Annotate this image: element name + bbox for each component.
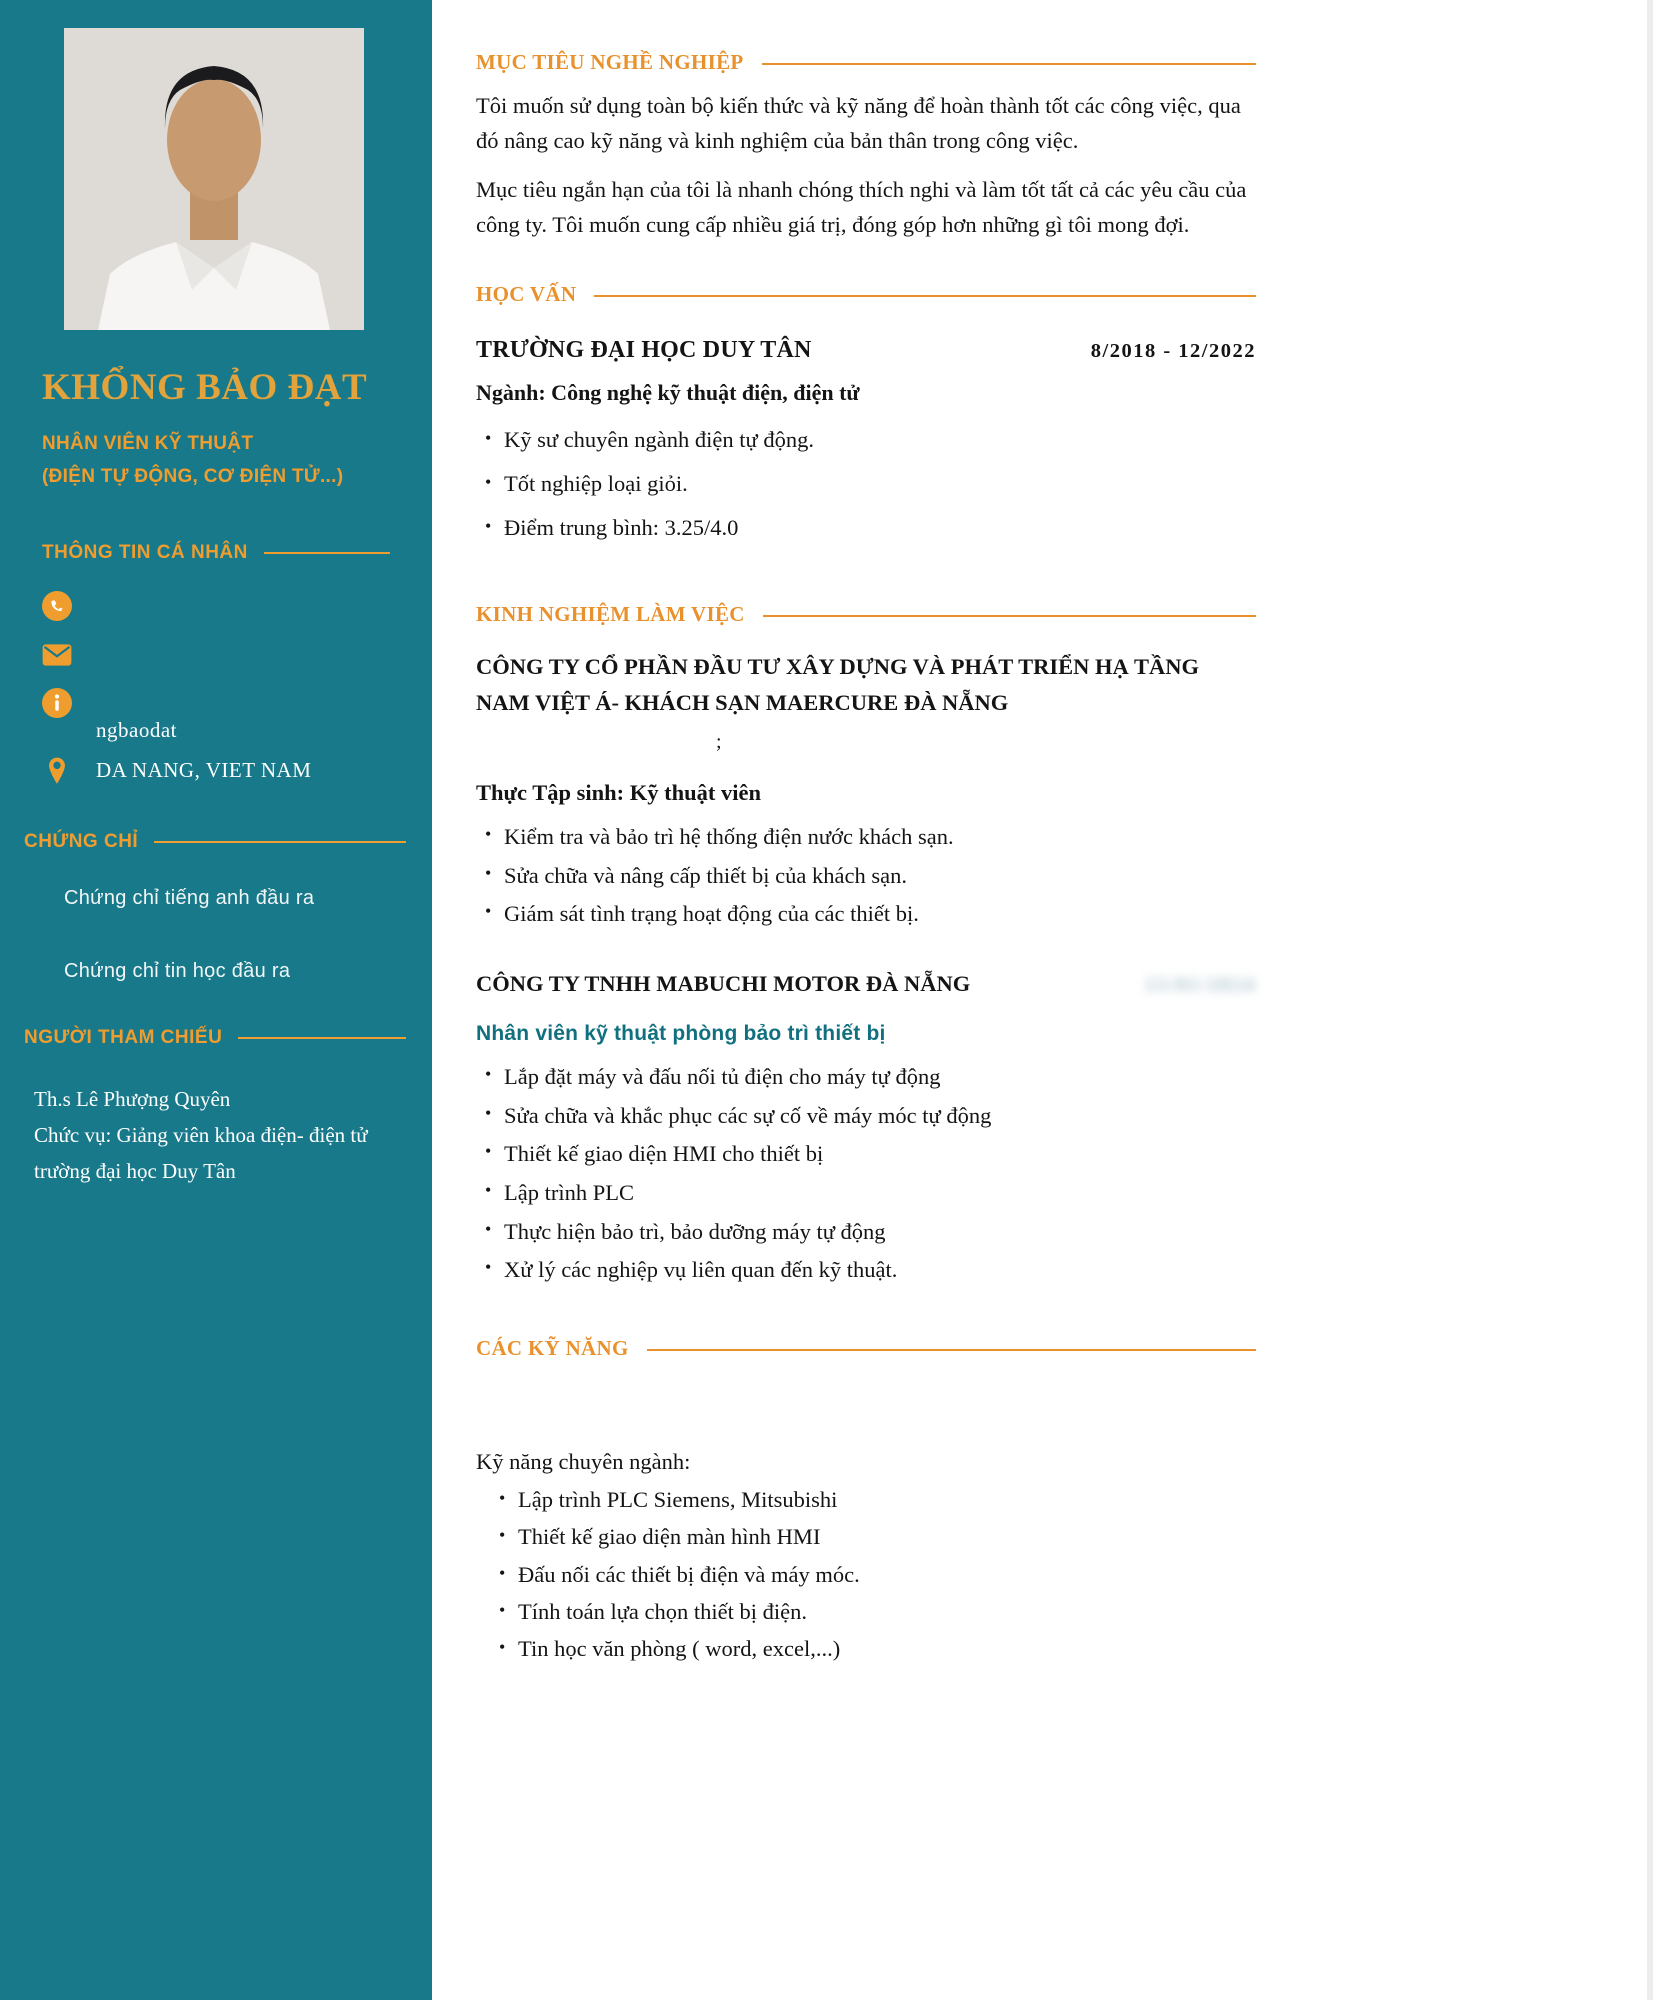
job-role: Nhân viên kỹ thuật phòng bảo trì thiết bị <box>476 1021 886 1045</box>
reference-block <box>34 1081 410 1189</box>
skills-bullet-list <box>476 1481 1256 1668</box>
list-item: • Giám sát tình trạng hoạt động của các thiết bị. <box>476 895 1256 934</box>
info-value: ngbaodat <box>96 717 177 742</box>
heading-rule <box>762 63 1256 65</box>
objective-paragraph: Mục tiêu ngắn hạn của tôi là nhanh chóng thích nghi và làm tốt tất cả các yêu cầu của công ty. Tôi muốn cung cấp nhiều giá trị, đóng góp hơn những gì tôi mong đợi. <box>476 176 1247 237</box>
list-item: • Đấu nối các thiết bị điện và máy móc. <box>490 1556 1256 1593</box>
list-item: • Lập trình PLC <box>476 1174 1256 1213</box>
job-title-line2: (ĐIỆN TỰ ĐỘNG, CƠ ĐIỆN TỬ...) <box>42 466 344 488</box>
objective-heading <box>476 50 1256 75</box>
personal-info-heading <box>42 542 390 564</box>
references-heading-label: NGƯỜI THAM CHIẾU <box>24 1026 223 1048</box>
heading-rule <box>264 552 390 554</box>
reference-name: Th.s Lê Phượng Quyên <box>34 1086 231 1111</box>
section-experience <box>476 602 1256 1290</box>
sidebar <box>0 0 432 2000</box>
job-role: Thực Tập sinh: Kỹ thuật viên <box>476 779 762 805</box>
list-item: • Lập trình PLC Siemens, Mitsubishi <box>490 1481 1256 1518</box>
job-bullet-list <box>476 818 1256 934</box>
list-item: • Xử lý các nghiệp vụ liên quan đến kỹ thuật. <box>476 1251 1256 1290</box>
section-objective <box>476 50 1256 242</box>
education-heading-label: HỌC VẤN <box>476 282 577 307</box>
info-icon <box>42 688 72 718</box>
list-item: • Tin học văn phòng ( word, excel,...) <box>490 1630 1256 1667</box>
education-heading <box>476 282 1256 307</box>
list-item: • Điểm trung bình: 3.25/4.0 <box>476 506 1256 550</box>
job-title-line1: NHÂN VIÊN KỸ THUẬT <box>42 433 254 454</box>
list-item: • Thiết kế giao diện màn hình HMI <box>490 1518 1256 1555</box>
list-item: • Tốt nghiệp loại giỏi. <box>476 462 1256 506</box>
education-dates: 8/2018 - 12/2022 <box>1090 340 1256 363</box>
education-row <box>476 337 1256 364</box>
experience-heading-label: KINH NGHIỆM LÀM VIỆC <box>476 601 745 626</box>
main-content <box>476 0 1256 1668</box>
list-item: • Sửa chữa và khắc phục các sự cố về máy móc tự động <box>476 1097 1256 1136</box>
job-date-note: ; <box>716 730 722 753</box>
reference-role-line2: trường đại học Duy Tân <box>34 1158 236 1183</box>
list-item: • Kiểm tra và bảo trì hệ thống điện nước khách sạn. <box>476 818 1256 857</box>
contact-row-phone <box>42 590 432 622</box>
job-title <box>42 427 408 494</box>
company-row <box>476 966 1256 1002</box>
school-name: TRƯỜNG ĐẠI HỌC DUY TÂN <box>476 337 812 364</box>
phone-icon <box>42 591 72 621</box>
page-edge-strip <box>1647 0 1653 2000</box>
education-major: Ngành: Công nghệ kỹ thuật điện, điện tử <box>476 380 860 406</box>
certificates-heading-label: CHỨNG CHỈ <box>24 830 139 852</box>
location-value: DA NANG, VIET NAM <box>96 758 312 782</box>
heading-rule <box>154 841 406 843</box>
company-name: CÔNG TY TNHH MABUCHI MOTOR ĐÀ NẴNG <box>476 970 971 996</box>
email-icon <box>42 643 72 667</box>
info-value-column <box>72 688 177 743</box>
list-item: • Sửa chữa và nâng cấp thiết bị của khách sạn. <box>476 857 1256 896</box>
heading-rule <box>238 1037 406 1039</box>
contact-row-info <box>42 688 432 743</box>
list-item: • Tính toán lựa chọn thiết bị điện. <box>490 1593 1256 1630</box>
portrait-illustration <box>64 28 364 330</box>
experience-heading <box>476 602 1256 627</box>
skills-heading-label: CÁC KỸ NĂNG <box>476 1336 629 1361</box>
references-heading <box>24 1027 406 1049</box>
heading-rule <box>594 295 1256 297</box>
reference-role-line1: Chức vụ: Giảng viên khoa điện- điện tử <box>34 1122 368 1147</box>
section-skills <box>476 1336 1256 1668</box>
list-item: • Kỹ sư chuyên ngành điện tự động. <box>476 418 1256 462</box>
objective-heading-label: MỤC TIÊU NGHỀ NGHIỆP <box>476 50 744 74</box>
list-item: • Thực hiện bảo trì, bảo dưỡng máy tự động <box>476 1213 1256 1252</box>
objective-paragraph: Tôi muốn sử dụng toàn bộ kiến thức và kỹ năng để hoàn thành tốt các công việc, qua đó nâng cao kỹ năng và kinh nghiệm của bản thân trong công việc. <box>476 93 1241 154</box>
contact-list <box>42 590 432 787</box>
skills-subheading: Kỹ năng chuyên ngành: <box>476 1449 691 1475</box>
certificate-item: Chứng chỉ tiếng anh đầu ra <box>64 886 315 909</box>
location-icon <box>42 756 72 786</box>
contact-row-location <box>42 755 432 787</box>
certificates-heading <box>24 831 406 853</box>
certificate-item: Chứng chỉ tin học đầu ra <box>64 959 291 982</box>
skills-heading <box>476 1336 1256 1361</box>
education-bullet-list <box>476 418 1256 550</box>
job-bullet-list <box>476 1058 1256 1290</box>
job-dates-redacted: 15/01/2024 <box>1144 973 1256 996</box>
personal-info-heading-label: THÔNG TIN CÁ NHÂN <box>42 541 248 563</box>
candidate-name: KHỔNG BẢO ĐẠT <box>42 367 368 408</box>
info-redacted-line <box>72 688 177 710</box>
profile-photo <box>64 28 364 330</box>
heading-rule <box>647 1349 1256 1351</box>
contact-row-email <box>42 639 432 671</box>
section-education <box>476 282 1256 550</box>
list-item: • Thiết kế giao diện HMI cho thiết bị <box>476 1135 1256 1174</box>
heading-rule <box>763 615 1256 617</box>
company-name: CÔNG TY CỔ PHẦN ĐẦU TƯ XÂY DỰNG VÀ PHÁT TRIỂN HẠ TẦNG NAM VIỆT Á- KHÁCH SẠN MAERCURE ĐÀ NẴNG <box>476 653 1199 715</box>
list-item: • Lắp đặt máy và đấu nối tủ điện cho máy tự động <box>476 1058 1256 1097</box>
